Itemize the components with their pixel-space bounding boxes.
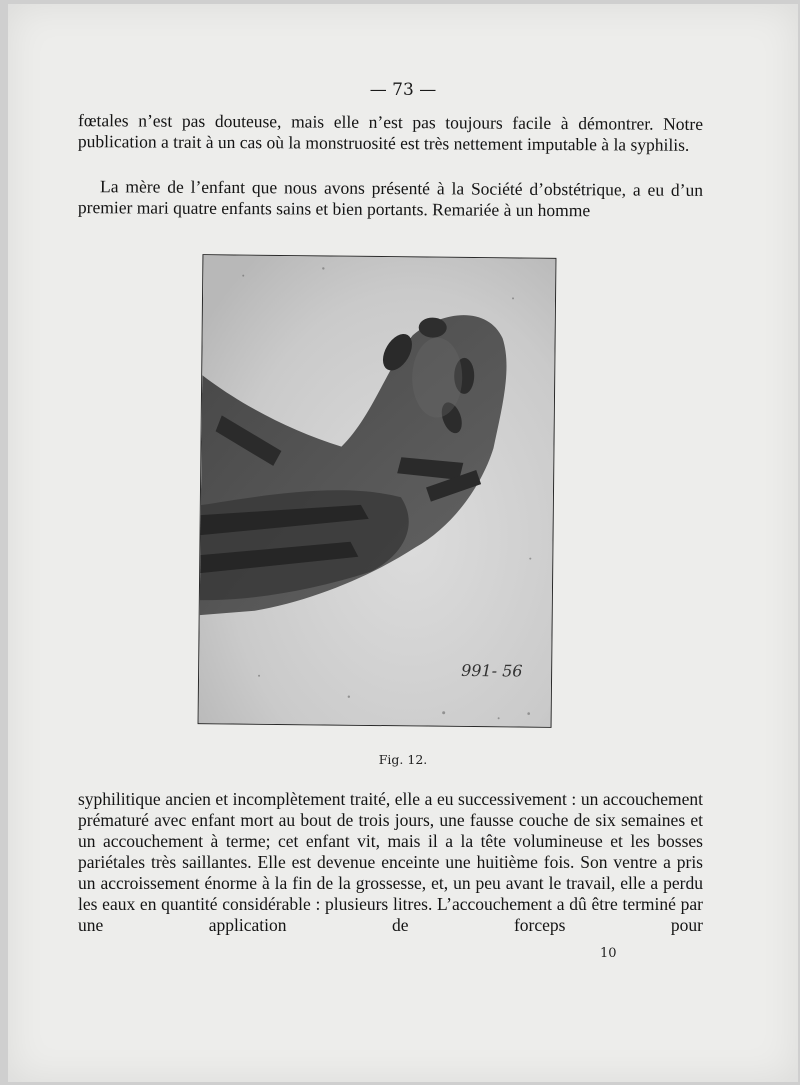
paragraph-mother-history: La mère de l’enfant que nous avons présenté à la Société d’obstétrique, a eu d’un premier mari quatre enfants sains et bien portants. Remariée à un homme bbox=[77, 176, 704, 221]
document-page bbox=[8, 4, 798, 1082]
signature-mark: 10 bbox=[600, 946, 617, 961]
page-number: — 73 — bbox=[369, 80, 437, 100]
xray-figure bbox=[198, 254, 557, 728]
xray-image bbox=[199, 255, 556, 727]
figure-caption: Fig. 12. bbox=[378, 752, 428, 767]
paragraph-intro: fœtales n’est pas douteuse, mais elle n’est pas toujours facile à démontrer. Notre publication a trait à un cas où la monstruosité est très nettement imputable à la syphilis. bbox=[77, 110, 704, 155]
figure-handwriting: 991- 56 bbox=[461, 660, 523, 681]
paragraph-pregnancy-history: syphilitique ancien et incomplètement traité, elle a eu successivement : un accouchement prématuré avec enfant mort au bout de trois jours, une fausse couche de six semaines et un accouchement à terme; cet enfant vit, mais il a la tête volumineuse et les bosses pariétales très saillantes. Elle est devenue enceinte une huitième fois. Son ventre a pris un accroissement énorme à la fin de la grossesse, et, un peu avant le travail, elle a perdu les eaux en quantité considérable : plusieurs litres. L’accouchement a dû être terminé par une application de forceps pour bbox=[78, 789, 703, 935]
